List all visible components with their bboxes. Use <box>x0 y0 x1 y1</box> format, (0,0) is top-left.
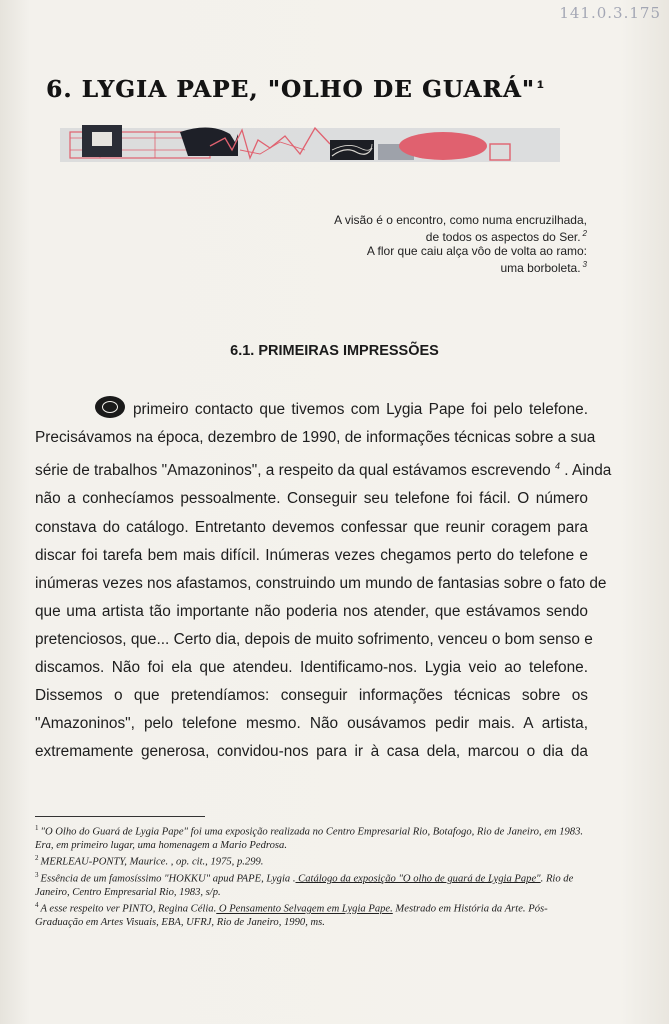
paragraph-line-text: primeiro contacto que tivemos com Lygia Pape foi pelo telefone. <box>133 401 588 418</box>
footnote-text: MERLEAU-PONTY, Maurice. , op. cit., 1975, p.299. <box>40 856 264 868</box>
footnote-text: A esse respeito ver PINTO, Regina Célia. <box>40 903 217 915</box>
footnote-4 <box>35 899 590 929</box>
epigraph <box>187 213 587 275</box>
epigraph-line: A flor que caiu alça vôo de volta ao ramo: <box>366 244 587 258</box>
paragraph-line <box>35 452 612 485</box>
footnote-title: O Pensamento Selvagem em Lygia Pape. <box>216 903 393 915</box>
decorative-banner-illustration <box>60 120 560 170</box>
drop-cap-o-icon <box>95 396 125 418</box>
paragraph-line: pretenciosos, que... Certo dia, depois de muito sofrimento, venceu o bom senso e <box>35 630 593 648</box>
footnote-text: Essência de um famosíssimo "HOKKU" apud PAPE, Lygia . <box>40 873 296 885</box>
footnote-ref: 4 <box>554 461 560 472</box>
paragraph-line <box>35 396 588 424</box>
paragraph-line: discamos. Não foi ela que atendeu. Identificamo-nos. Lygia veio ao telefone. <box>35 658 588 676</box>
footnote-ref: 3 <box>582 260 587 269</box>
footnote-title: Catálogo da exposição "O olho de guará de Lygia Pape" <box>295 873 541 885</box>
footnote-1 <box>35 822 590 852</box>
footnote-text: Mestrado em História da Arte. Pós-Graduação em Artes Visuais, EBA, UFRJ, Rio de Janeiro, 1990, ms. <box>35 903 548 928</box>
epigraph-line: A visão é o encontro, como numa encruzilhada, <box>334 213 587 227</box>
body-paragraph <box>35 396 612 766</box>
section-title: 6.1. PRIMEIRAS IMPRESSÕES <box>230 343 439 359</box>
paragraph-line: Dissemos o que pretendíamos: conseguir informações técnicas sobre os <box>35 687 588 705</box>
footnote-3 <box>35 869 590 899</box>
footnote-divider <box>35 816 205 817</box>
chapter-title-text: 6. LYGIA PAPE, "OLHO DE GUARÁ" <box>46 76 535 103</box>
footnote-ref: 1 <box>536 79 545 92</box>
paragraph-line: que uma artista tão importante não poderia nos atender, que estávamos sendo <box>35 602 588 620</box>
footnote-number: 4 <box>35 901 39 910</box>
handwritten-annotation: 141.0.3.175 <box>559 4 661 22</box>
epigraph-line-text: de todos os aspectos do Ser. <box>425 230 581 244</box>
epigraph-line-text: uma borboleta. <box>500 261 581 275</box>
chapter-title <box>46 76 606 103</box>
footnote-2 <box>35 852 590 869</box>
paragraph-line: não a conhecíamos pessoalmente. Conseguir seu telefone foi fácil. O número <box>35 490 588 508</box>
footnotes <box>35 822 590 929</box>
epigraph-line <box>187 258 587 275</box>
paragraph-line: extremamente generosa, convidou-nos para ir à casa dela, marcou o dia da <box>35 743 588 761</box>
paragraph-line: discar foi tarefa bem mais difícil. Inúmeras vezes chegamos perto do telefone e <box>35 546 588 564</box>
paragraph-line: "Amazoninos", pelo telefone mesmo. Não ousávamos pedir mais. A artista, <box>35 715 588 733</box>
paragraph-line-text: . Ainda <box>564 462 612 480</box>
footnote-number: 1 <box>35 824 39 832</box>
epigraph-line <box>187 227 587 244</box>
paragraph-line-text: série de trabalhos "Amazoninos", a respeito da qual estávamos escrevendo <box>35 462 551 480</box>
footnote-number: 2 <box>35 854 39 863</box>
footnote-ref: 2 <box>582 229 587 238</box>
footnote-text: . Rio de Janeiro, Centro Empresarial Rio, 1983, s/p. <box>35 873 574 898</box>
paragraph-line: inúmeras vezes nos afastamos, construindo um mundo de fantasias sobre o fato de <box>35 574 607 592</box>
paragraph-line: Precisávamos na época, dezembro de 1990, de informações técnicas sobre a sua <box>35 429 596 447</box>
footnote-number: 3 <box>35 870 39 879</box>
footnote-text: "O Olho do Guará de Lygia Pape" foi uma exposição realizada no Centro Empresarial Rio, Botafogo, Rio de Janeiro, em 1983. Era, em primeiro lugar, uma homenagem a Mario Pedrosa. <box>35 826 584 851</box>
paragraph-line: constava do catálogo. Entretanto devemos confessar que reunir coragem para <box>35 518 588 536</box>
